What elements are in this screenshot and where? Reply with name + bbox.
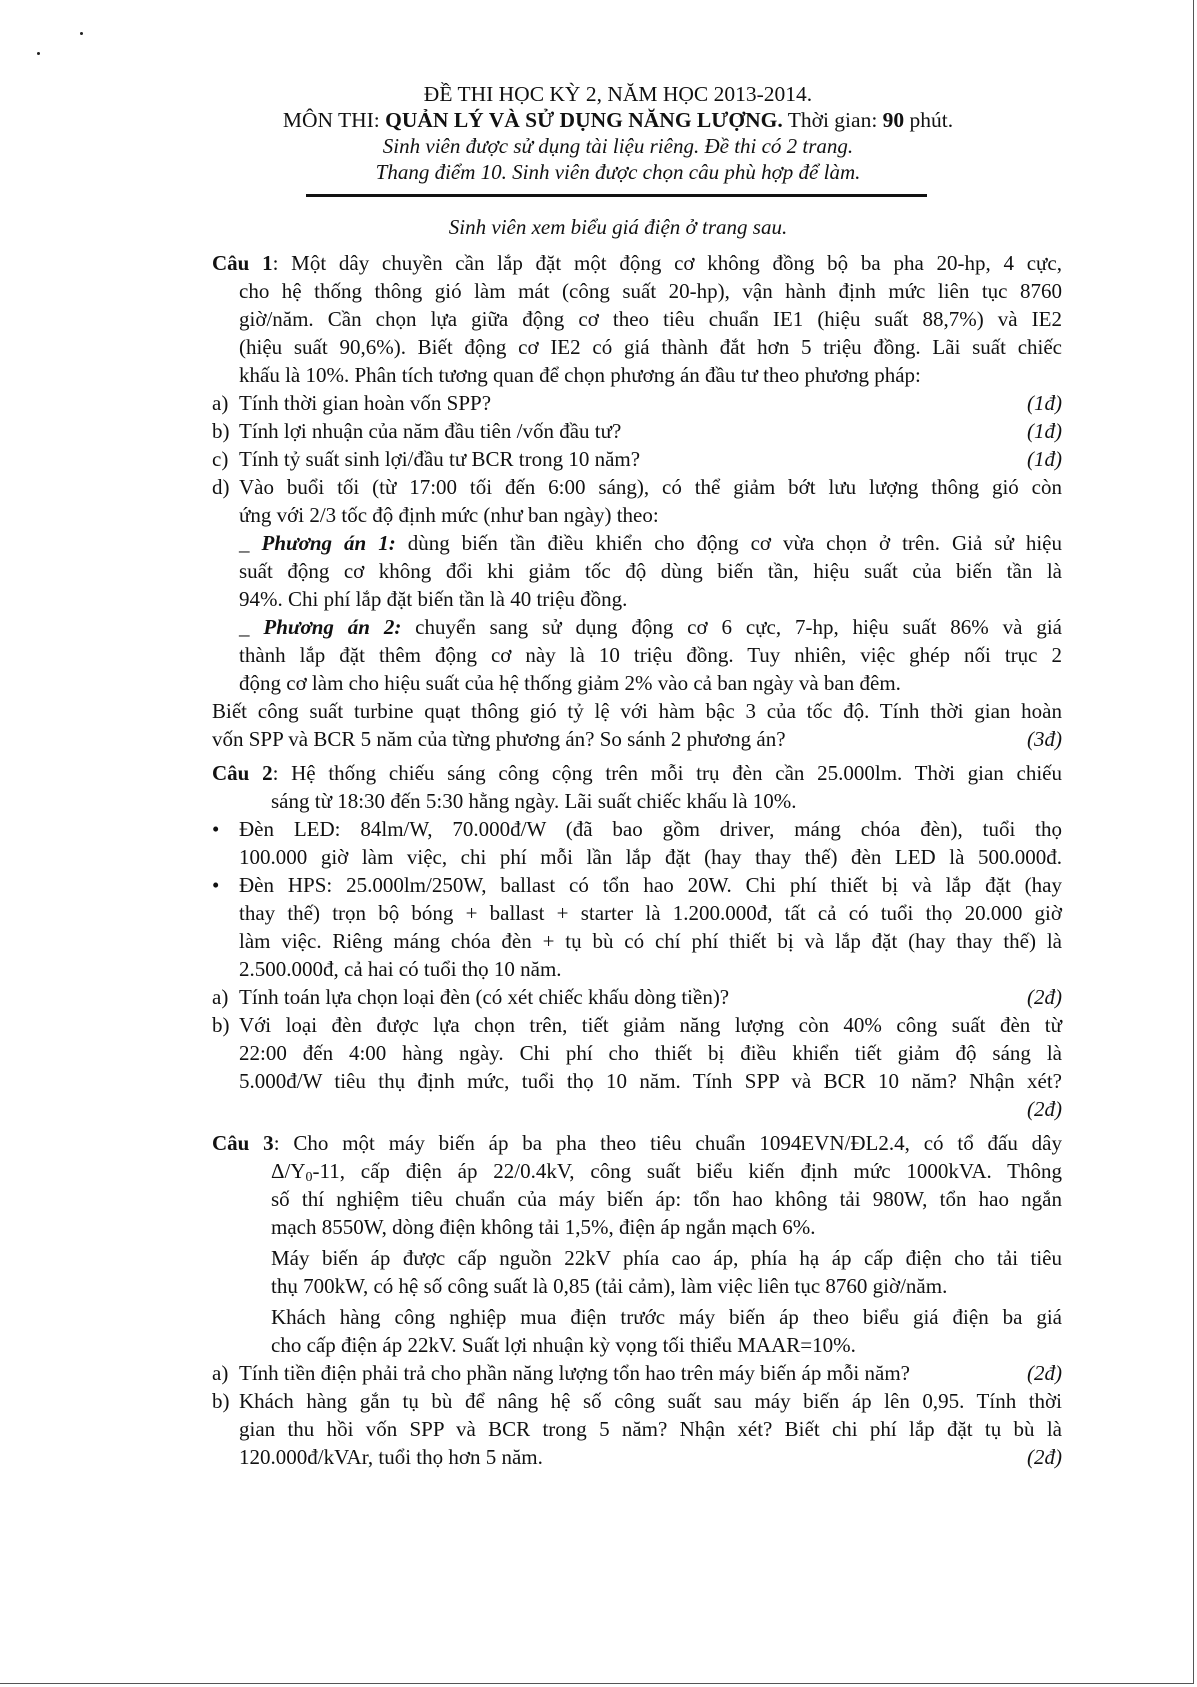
text-line bbox=[212, 725, 1062, 753]
text-segment: 5.000đ/W tiêu thụ định mức, tuổi thọ 10 năm. Tính SPP và BCR 10 năm? Nhận xét? bbox=[239, 1069, 1062, 1093]
points-label: (2đ) bbox=[1027, 1361, 1062, 1385]
text-line bbox=[212, 1067, 1062, 1095]
text-line bbox=[212, 669, 1062, 697]
text-segment: Khách hàng công nghiệp mua điện trước máy biến áp theo biểu giá điện ba giá bbox=[271, 1305, 1062, 1329]
points-label: (2đ) bbox=[1027, 1445, 1062, 1469]
text-segment: động cơ làm cho hiệu suất của hệ thống giảm 2% vào cả ban ngày và ban đêm. bbox=[239, 671, 901, 695]
text-line bbox=[212, 641, 1062, 669]
line-text bbox=[271, 1272, 1062, 1300]
points-label: (2đ) bbox=[1027, 985, 1062, 1009]
exam-title: ĐỀ THI HỌC KỲ 2, NĂM HỌC 2013-2014. bbox=[423, 82, 813, 106]
line-text bbox=[239, 1359, 1002, 1387]
text-line bbox=[212, 1039, 1062, 1067]
option-title: Phương án 2: bbox=[263, 615, 402, 639]
instruction-2: Thang điểm 10. Sinh viên được chọn câu phù hợp để làm. bbox=[375, 160, 861, 184]
question-heading-line bbox=[212, 249, 1062, 277]
line-text bbox=[271, 1244, 1062, 1272]
item-label: a) bbox=[212, 985, 229, 1009]
text-line bbox=[212, 557, 1062, 585]
line-text bbox=[271, 1185, 1062, 1213]
text-segment: vốn SPP và BCR 5 năm của từng phương án? So sánh 2 phương án? bbox=[212, 727, 786, 751]
text-segment: Δ/Y bbox=[271, 1159, 306, 1183]
line-text bbox=[239, 361, 1062, 389]
text-segment: cho cấp điện áp 22kV. Suất lợi nhuận kỳ vọng tối thiểu MAAR=10%. bbox=[271, 1333, 856, 1357]
page-border-bottom bbox=[0, 1683, 1194, 1684]
text-segment: : Hệ thống chiếu sáng công cộng trên mỗi trụ đèn cần 25.000lm. Thời gian chiếu bbox=[272, 761, 1062, 785]
line-text bbox=[239, 927, 1062, 955]
text-line bbox=[212, 899, 1062, 927]
text-segment: Biết công suất turbine quạt thông gió tỷ lệ với hàm bậc 3 của tốc độ. Tính thời gian hoàn bbox=[212, 699, 1062, 723]
text-segment: thụ 700kW, có hệ số công suất là 0,85 (tải cảm), làm việc liên tục 8760 giờ/năm. bbox=[271, 1274, 948, 1298]
text-line bbox=[212, 501, 1062, 529]
points-label: (1đ) bbox=[1027, 391, 1062, 415]
question-heading-line bbox=[212, 759, 1062, 787]
sub-question-line bbox=[212, 417, 1062, 445]
line-text bbox=[239, 815, 1062, 843]
text-segment: Đèn HPS: 25.000lm/250W, ballast có tổn hao 20W. Chi phí thiết bị và lắp đặt (hay bbox=[239, 873, 1062, 897]
question-number: Câu 2 bbox=[212, 761, 273, 785]
text-segment: (hiệu suất 90,6%). Biết động cơ IE2 có giá thành đắt hơn 5 triệu đồng. Lãi suất chiếc bbox=[239, 335, 1062, 359]
bullet-icon: • bbox=[212, 817, 220, 841]
line-text bbox=[239, 417, 1002, 445]
question-heading-line bbox=[212, 1129, 1062, 1157]
text-line bbox=[212, 529, 1062, 557]
points-label: (2đ) bbox=[1027, 1097, 1062, 1121]
line-text bbox=[239, 389, 1002, 417]
text-segment: dùng biến tần điều khiển cho động cơ vừa chọn ở trên. Giả sử hiệu bbox=[395, 531, 1062, 555]
text-line bbox=[212, 585, 1062, 613]
line-text bbox=[239, 585, 1062, 613]
text-line bbox=[212, 697, 1062, 725]
option-title: Phương án 1: bbox=[261, 531, 396, 555]
points-label: (1đ) bbox=[1027, 447, 1062, 471]
line-text bbox=[212, 759, 1062, 787]
time-label: Thời gian: bbox=[782, 108, 883, 132]
line-text bbox=[239, 501, 1062, 529]
subject-prefix: MÔN THI: bbox=[282, 108, 386, 132]
line-text bbox=[239, 899, 1062, 927]
text-line bbox=[212, 305, 1062, 333]
points-label: (3đ) bbox=[1027, 727, 1062, 751]
question-number: Câu 3 bbox=[212, 1131, 274, 1155]
text-segment: Đèn LED: 84lm/W, 70.000đ/W (đã bao gồm driver, máng chóa đèn), tuổi thọ bbox=[239, 817, 1062, 841]
line-text bbox=[239, 305, 1062, 333]
exam-questions bbox=[212, 249, 1062, 1471]
text-line bbox=[212, 613, 1062, 641]
text-segment: Máy biến áp được cấp nguồn 22kV phía cao áp, phía hạ áp cấp điện cho tải tiêu bbox=[271, 1246, 1062, 1270]
bullet-line bbox=[212, 871, 1062, 899]
text-line bbox=[212, 1244, 1062, 1272]
text-segment: Tính thời gian hoàn vốn SPP? bbox=[239, 391, 492, 415]
item-label: c) bbox=[212, 447, 229, 471]
line-text bbox=[239, 529, 1062, 557]
line-text bbox=[212, 1129, 1062, 1157]
sub-question-line bbox=[212, 983, 1062, 1011]
price-table-note: Sinh viên xem biểu giá điện ở trang sau. bbox=[448, 215, 788, 239]
item-label: b) bbox=[212, 1013, 230, 1037]
text-line bbox=[212, 1415, 1062, 1443]
instruction-1: Sinh viên được sử dụng tài liệu riêng. Đề thi có 2 trang. bbox=[382, 134, 854, 158]
text-segment: -11, cấp điện áp 22/0.4kV, công suất biểu kiến định mức 1000kVA. Thông bbox=[312, 1159, 1062, 1183]
text-segment: cho hệ thống thông gió làm mát (công suất 20-hp), vận hành định mức liên tục 8760 bbox=[239, 279, 1062, 303]
line-text bbox=[239, 473, 1062, 501]
text-segment: : Cho một máy biến áp ba pha theo tiêu chuẩn 1094EVN/ĐL2.4, có tổ đấu dây bbox=[273, 1131, 1062, 1155]
text-segment: Tính tiền điện phải trả cho phần năng lượng tổn hao trên máy biến áp mỗi năm? bbox=[239, 1361, 910, 1385]
text-segment: 0 bbox=[305, 1170, 313, 1185]
item-label: d) bbox=[212, 475, 230, 499]
text-line bbox=[212, 1443, 1062, 1471]
line-text bbox=[271, 1157, 1062, 1185]
time-unit: phút. bbox=[904, 108, 954, 132]
text-segment: khấu là 10%. Phân tích tương quan để chọn phương án đầu tư theo phương pháp: bbox=[239, 363, 921, 387]
text-segment: 22:00 đến 4:00 hàng ngày. Chi phí cho thiết bị điều khiển tiết giảm độ sáng là bbox=[239, 1041, 1062, 1065]
text-segment: Vào buổi tối (từ 17:00 tối đến 6:00 sáng), có thể giảm bớt lưu lượng thông gió còn bbox=[239, 475, 1062, 499]
text-line bbox=[212, 787, 1062, 815]
text-line bbox=[212, 1213, 1062, 1241]
text-segment: suất động cơ không đổi khi giảm tốc độ dùng biến tần, hiệu suất của biến tần là bbox=[239, 559, 1062, 583]
text-segment: Tính tỷ suất sinh lợi/đầu tư BCR trong 10 năm? bbox=[239, 447, 641, 471]
text-segment: thay thế) trọn bộ bóng + ballast + starter là 1.200.000đ, tất cả có tuổi thọ 20.000 giờ bbox=[239, 901, 1062, 925]
text-line bbox=[212, 927, 1062, 955]
line-text bbox=[239, 641, 1062, 669]
text-segment: số thí nghiệm tiêu chuẩn của máy biến áp: tổn hao không tải 980W, tổn hao ngắn bbox=[271, 1187, 1062, 1211]
item-label: b) bbox=[212, 1389, 230, 1413]
text-segment: 120.000đ/kVAr, tuổi thọ hơn 5 năm. bbox=[239, 1445, 543, 1469]
text-segment: : Một dây chuyền cần lắp đặt một động cơ không đồng bộ ba pha 20-hp, 4 cực, bbox=[272, 251, 1062, 275]
text-segment: mạch 8550W, dòng điện không tải 1,5%, điện áp ngắn mạch 6%. bbox=[271, 1215, 816, 1239]
text-segment: 2.500.000đ, cả hai có tuổi thọ 10 năm. bbox=[239, 957, 562, 981]
sub-question-line bbox=[212, 1387, 1062, 1415]
line-text bbox=[239, 277, 1062, 305]
text-line bbox=[212, 1095, 1062, 1123]
sub-question-line bbox=[212, 389, 1062, 417]
line-text bbox=[212, 1095, 1002, 1123]
line-text bbox=[239, 1415, 1062, 1443]
text-line bbox=[212, 1331, 1062, 1359]
line-text bbox=[239, 1387, 1062, 1415]
sub-question-line bbox=[212, 1011, 1062, 1039]
line-text bbox=[239, 445, 1002, 473]
line-text bbox=[239, 1039, 1062, 1067]
line-text bbox=[239, 871, 1062, 899]
text-segment: chuyển sang sử dụng động cơ 6 cực, 7-hp, hiệu suất 86% và giá bbox=[401, 615, 1062, 639]
item-label: a) bbox=[212, 391, 229, 415]
text-segment: _ bbox=[239, 615, 264, 639]
sub-question-line bbox=[212, 1359, 1062, 1387]
text-segment: sáng từ 18:30 đến 5:30 hằng ngày. Lãi suất chiếc khấu là 10%. bbox=[271, 789, 797, 813]
item-label: a) bbox=[212, 1361, 229, 1385]
line-text bbox=[239, 557, 1062, 585]
scan-speck bbox=[80, 32, 83, 35]
line-text bbox=[271, 1213, 1062, 1241]
sub-question-line bbox=[212, 473, 1062, 501]
text-segment: Với loại đèn được lựa chọn trên, tiết giảm năng lượng còn 40% công suất đèn từ bbox=[239, 1013, 1062, 1037]
line-text bbox=[212, 249, 1062, 277]
text-line bbox=[212, 1272, 1062, 1300]
text-segment: 100.000 giờ làm việc, chi phí mỗi lần lắp đặt (hay thay thế) đèn LED là 500.000đ. bbox=[239, 845, 1062, 869]
text-line bbox=[212, 277, 1062, 305]
exam-subject-line bbox=[0, 107, 1197, 133]
text-line bbox=[212, 361, 1062, 389]
question-number: Câu 1 bbox=[212, 251, 273, 275]
page-border-right bbox=[1193, 0, 1194, 1684]
line-text bbox=[271, 1331, 1062, 1359]
text-segment: Tính lợi nhuận của năm đầu tiên /vốn đầu tư? bbox=[239, 419, 622, 443]
line-text bbox=[271, 1303, 1062, 1331]
points-label: (1đ) bbox=[1027, 419, 1062, 443]
line-text bbox=[239, 1011, 1062, 1039]
text-line bbox=[212, 843, 1062, 871]
bullet-icon: • bbox=[212, 873, 220, 897]
header-divider bbox=[306, 194, 927, 197]
line-text bbox=[239, 1067, 1062, 1095]
text-line bbox=[212, 1303, 1062, 1331]
text-segment: thành lắp đặt thêm động cơ này là 10 triệu đồng. Tuy nhiên, việc ghép nối trục 2 bbox=[239, 643, 1062, 667]
text-segment: 94%. Chi phí lắp đặt biến tần là 40 triệu đồng. bbox=[239, 587, 628, 611]
text-segment: giờ/năm. Cần chọn lựa giữa động cơ theo tiêu chuẩn IE1 (hiệu suất 88,7%) và IE2 bbox=[239, 307, 1062, 331]
text-segment: gian thu hồi vốn SPP và BCR trong 5 năm? Nhận xét? Biết chi phí lắp đặt tụ bù là bbox=[239, 1417, 1062, 1441]
line-text bbox=[212, 725, 1002, 753]
line-text bbox=[271, 787, 1062, 815]
scan-speck bbox=[37, 52, 40, 55]
subject-name: QUẢN LÝ VÀ SỬ DỤNG NĂNG LƯỢNG. bbox=[385, 108, 783, 132]
text-line bbox=[212, 333, 1062, 361]
line-text bbox=[239, 333, 1062, 361]
sub-question-line bbox=[212, 445, 1062, 473]
text-segment: ứng với 2/3 tốc độ định mức (như ban ngày) theo: bbox=[239, 503, 659, 527]
time-value: 90 bbox=[882, 108, 905, 132]
line-text bbox=[239, 843, 1062, 871]
text-segment: Khách hàng gắn tụ bù để nâng hệ số công suất sau máy biến áp lên 0,95. Tính thời bbox=[239, 1389, 1062, 1413]
text-segment: làm việc. Riêng máng chóa đèn + tụ bù có chí phí thiết bị và lắp đặt (hay thay thế) là bbox=[239, 929, 1062, 953]
line-text bbox=[239, 613, 1062, 641]
line-text bbox=[239, 983, 1002, 1011]
text-segment: Tính toán lựa chọn loại đèn (có xét chiếc khấu dòng tiền)? bbox=[239, 985, 730, 1009]
item-label: b) bbox=[212, 419, 230, 443]
line-text bbox=[239, 669, 1062, 697]
line-text bbox=[239, 955, 1062, 983]
text-line bbox=[212, 1157, 1062, 1185]
text-segment: _ bbox=[239, 531, 262, 555]
text-line bbox=[212, 1185, 1062, 1213]
exam-header bbox=[0, 81, 1197, 185]
line-text bbox=[239, 1443, 1002, 1471]
line-text bbox=[212, 697, 1062, 725]
text-line bbox=[212, 955, 1062, 983]
bullet-line bbox=[212, 815, 1062, 843]
